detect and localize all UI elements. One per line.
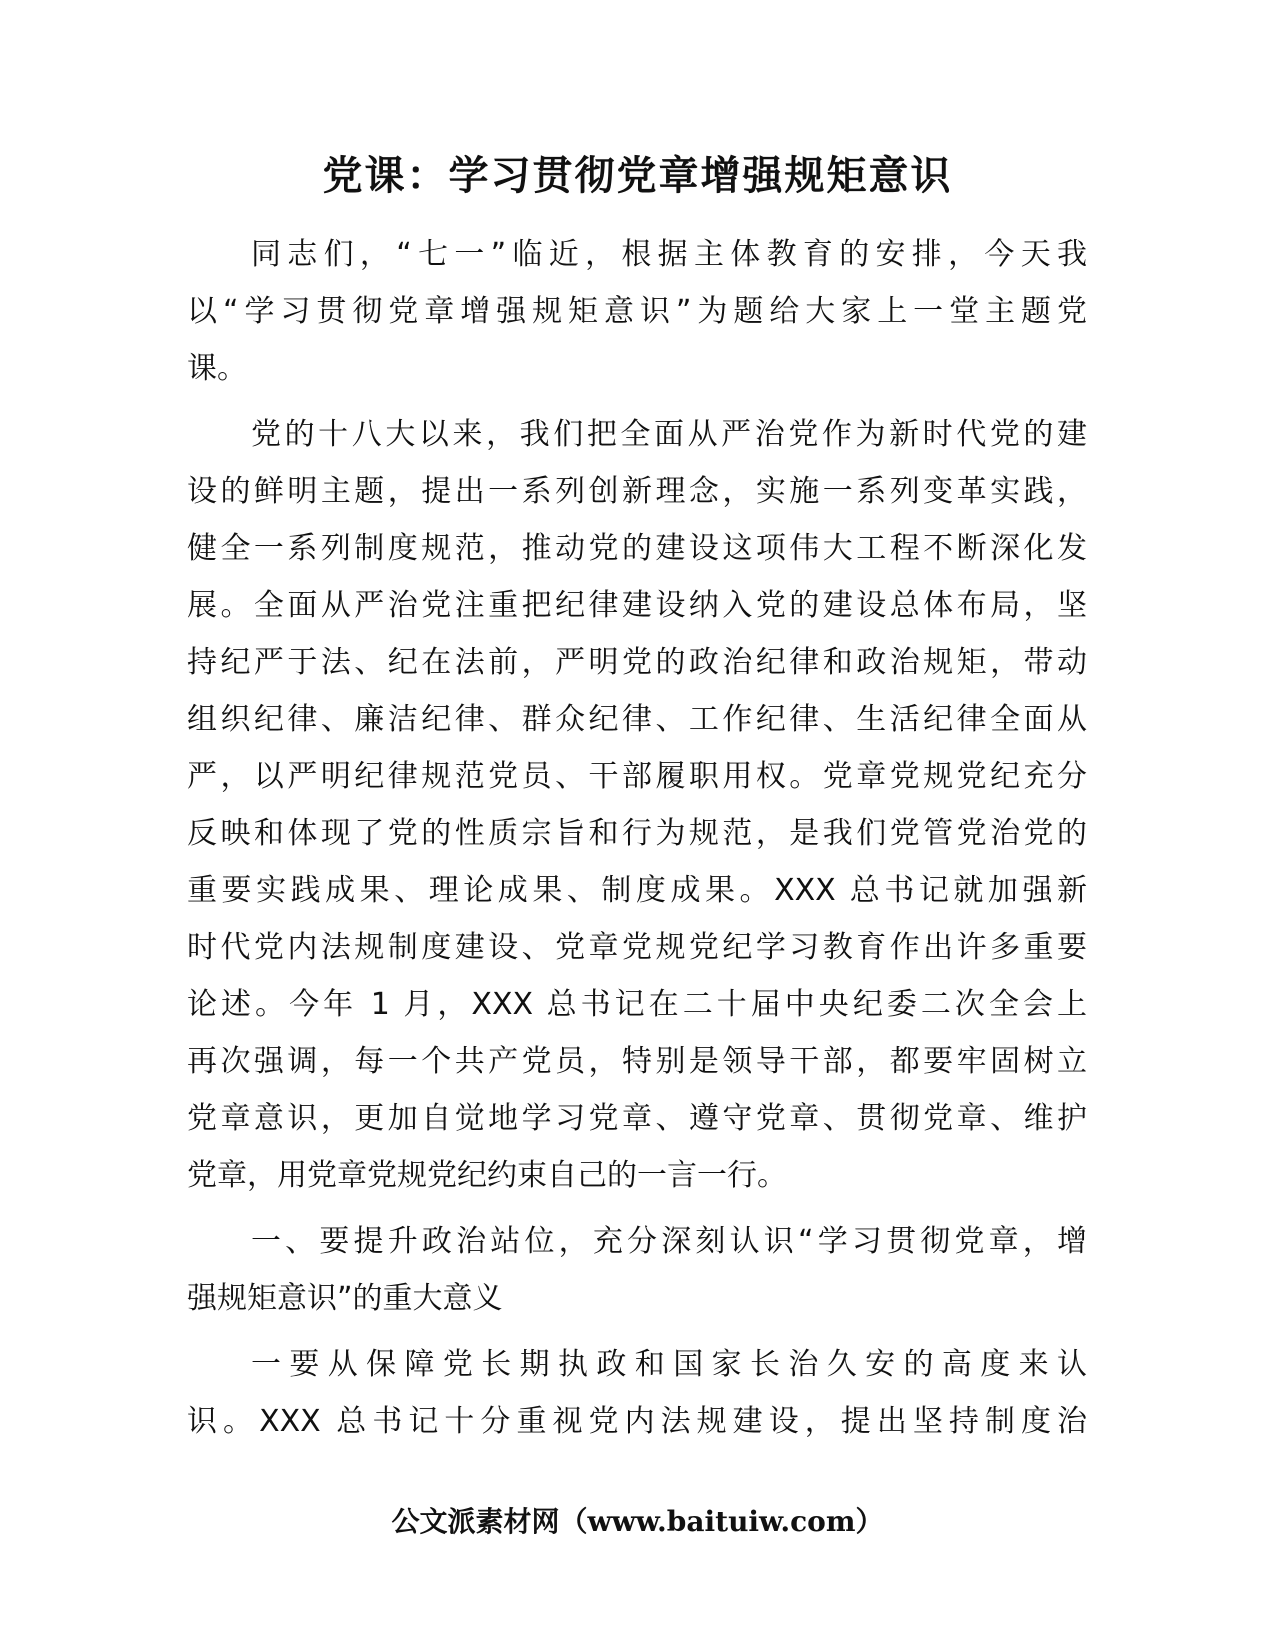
section-heading-one bbox=[187, 1213, 1087, 1327]
footer-source: 公文派素材网（www.baituiw.com） bbox=[391, 1505, 884, 1538]
text-line: 识。XXX 总书记十分重视党内法规建设，提出坚持制度治 bbox=[187, 1404, 1087, 1439]
paragraph-intro bbox=[187, 226, 1087, 397]
paragraph-point-one bbox=[187, 1336, 1087, 1450]
text-line: 以“学习贯彻党章增强规矩意识”为题给大家上一堂主题党 bbox=[187, 294, 1087, 329]
text-line: 再次强调，每一个共产党员，特别是领导干部，都要牢固树立 bbox=[187, 1044, 1087, 1079]
text-line: 持纪严于法、纪在法前，严明党的政治纪律和政治规矩，带动 bbox=[187, 645, 1087, 680]
text-line: 重要实践成果、理论成果、制度成果。XXX 总书记就加强新 bbox=[187, 873, 1087, 908]
text-line: 反映和体现了党的性质宗旨和行为规范，是我们党管党治党的 bbox=[187, 816, 1087, 851]
text-line: 设的鲜明主题，提出一系列创新理念，实施一系列变革实践， bbox=[187, 474, 1087, 509]
text-line: 同志们，“七一”临近，根据主体教育的安排，今天我 bbox=[251, 237, 1087, 272]
text-line: 党章意识，更加自觉地学习党章、遵守党章、贯彻党章、维护 bbox=[187, 1101, 1087, 1136]
text-line: 健全一系列制度规范，推动党的建设这项伟大工程不断深化发 bbox=[187, 531, 1087, 566]
text-line: 展。全面从严治党注重把纪律建设纳入党的建设总体布局，坚 bbox=[187, 588, 1087, 623]
text-line: 论述。今年 1 月，XXX 总书记在二十届中央纪委二次全会上 bbox=[187, 987, 1087, 1022]
text-line: 党章，用党章党规党纪约束自己的一言一行。 bbox=[187, 1158, 787, 1193]
text-line: 组织纪律、廉洁纪律、群众纪律、工作纪律、生活纪律全面从 bbox=[187, 702, 1087, 737]
text-line: 党的十八大以来，我们把全面从严治党作为新时代党的建 bbox=[251, 417, 1087, 452]
document-body bbox=[187, 226, 1087, 1459]
text-line: 强规矩意识”的重大意义 bbox=[187, 1281, 503, 1316]
document-title: 党课：学习贯彻党章增强规矩意识 bbox=[322, 153, 953, 199]
text-line: 时代党内法规制度建设、党章党规党纪学习教育作出许多重要 bbox=[187, 930, 1087, 965]
paragraph-background bbox=[187, 406, 1087, 1204]
text-line: 严，以严明纪律规范党员、干部履职用权。党章党规党纪充分 bbox=[187, 759, 1087, 794]
text-line: 课。 bbox=[187, 351, 247, 386]
text-line: 一要从保障党长期执政和国家长治久安的高度来认 bbox=[251, 1347, 1087, 1382]
text-line: 一、要提升政治站位，充分深刻认识“学习贯彻党章，增 bbox=[251, 1224, 1087, 1259]
